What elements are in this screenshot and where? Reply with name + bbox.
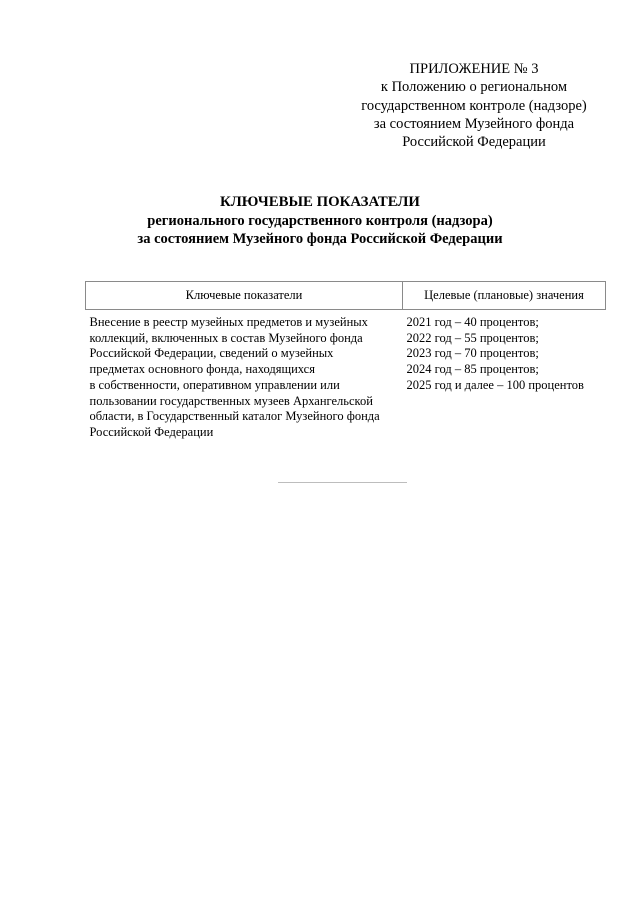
title-line: регионального государственного контроля (надзора) [147, 212, 493, 229]
appendix-line: государственном контроле (надзоре) [361, 97, 587, 114]
indicator-text-line: предметах основного фонда, находящихся [89, 362, 315, 377]
indicator-text-line: коллекций, включенных в состав Музейного фонда [89, 330, 363, 345]
appendix-line: Российской Федерации [402, 134, 546, 151]
indicator-text-line: пользовании государственных музеев Архангельской [89, 393, 373, 408]
target-value: 2025 год и далее – 100 процентов [406, 377, 584, 392]
target-value: 2021 год – 40 процентов; [406, 315, 539, 329]
target-value: 2022 год – 55 процентов; [406, 330, 539, 345]
header-target-values: Целевые (плановые) значения [403, 282, 606, 310]
indicator-text-line: Российской Федерации [89, 424, 214, 439]
kpi-table [85, 281, 606, 441]
target-value: 2023 год – 70 процентов; [406, 346, 539, 361]
closing-separator-line [278, 482, 407, 483]
document-title [0, 193, 640, 249]
indicator-text-line: Российской Федерации, сведений о музейных [89, 346, 334, 361]
table-row [86, 310, 606, 441]
indicator-text-line: области, в Государственный каталог Музейного фонда [89, 409, 380, 424]
appendix-header [344, 60, 604, 151]
header-indicators: Ключевые показатели [86, 282, 403, 310]
target-value: 2024 год – 85 процентов; [406, 362, 539, 377]
target-values-cell [403, 310, 606, 441]
indicator-text-line: в собственности, оперативном управлении или [89, 377, 340, 392]
indicator-cell [86, 310, 403, 441]
appendix-line: за состоянием Музейного фонда [373, 115, 575, 132]
indicator-text-line: Внесение в реестр музейных предметов и музейных [89, 315, 368, 329]
appendix-number: ПРИЛОЖЕНИЕ № 3 [409, 61, 539, 77]
title-line: КЛЮЧЕВЫЕ ПОКАЗАТЕЛИ [220, 194, 420, 210]
table-header-row [86, 282, 606, 310]
title-line: за состоянием Музейного фонда Российской Федерации [137, 231, 503, 247]
appendix-line: к Положению о региональном [380, 79, 568, 96]
